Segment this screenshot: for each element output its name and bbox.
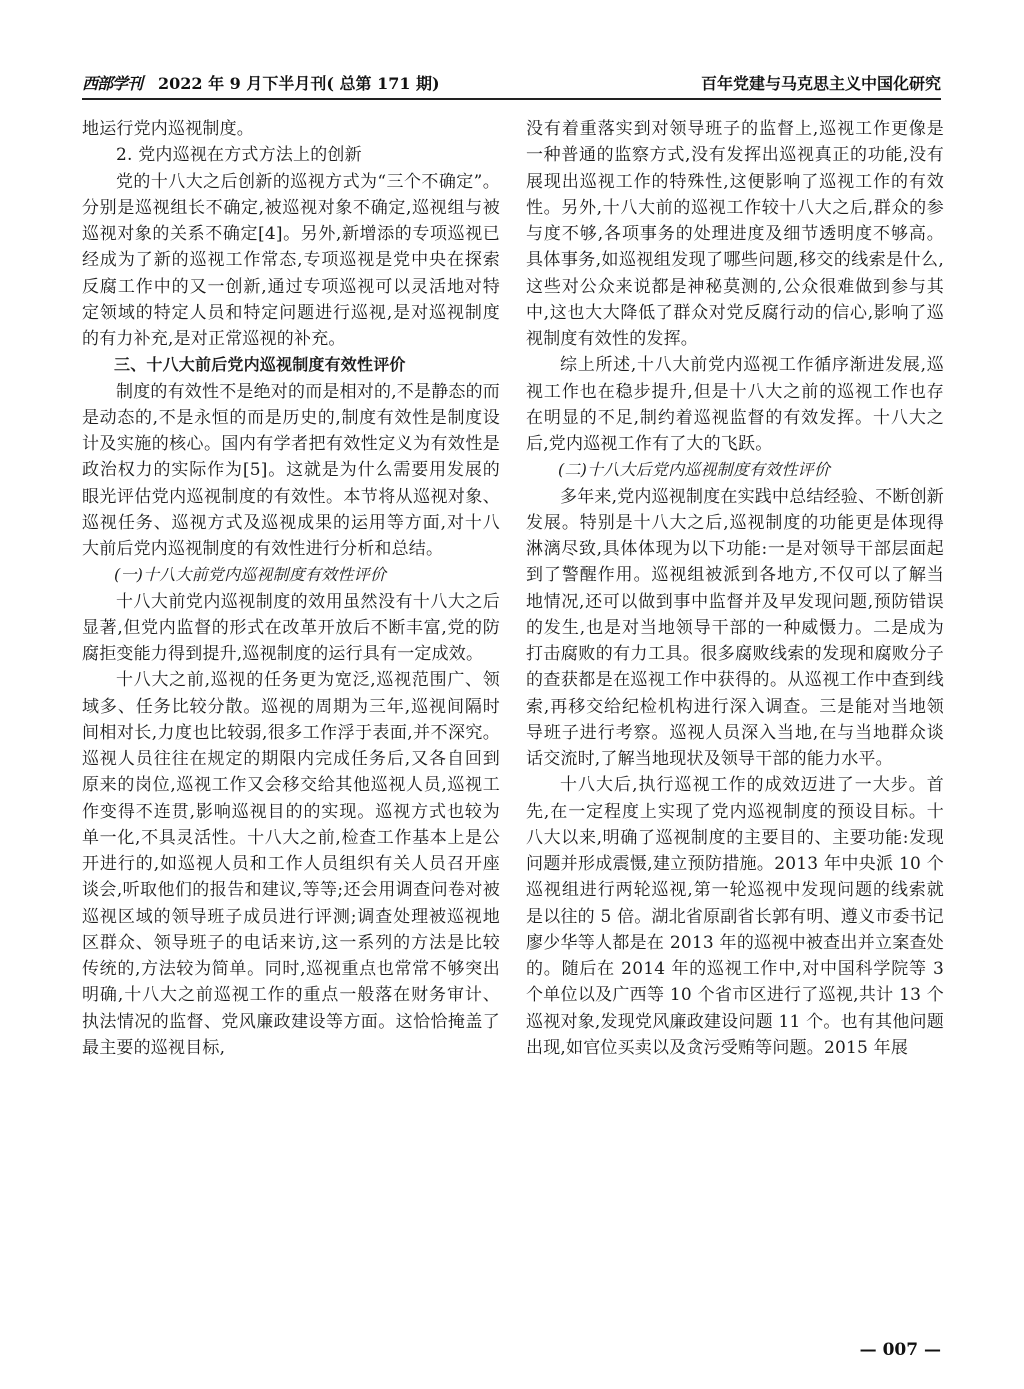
- running-header: [82, 66, 941, 96]
- subheading: 2. 党内巡视在方式方法上的创新: [116, 145, 362, 166]
- header-rule: [82, 98, 941, 100]
- paragraph: 十八大前党内巡视制度的效用虽然没有十八大之后显著,但党内监督的形式在改革开放后不断丰富,党的防腐拒变能力得到提升,巡视制度的运行具有一定成效。: [82, 591, 500, 664]
- paragraph: 综上所述,十八大前党内巡视工作循序渐进发展,巡视工作也在稳步提升,但是十八大之前的巡视工作也存在明显的不足,制约着巡视监督的有效发挥。十八大之后,党内巡视工作有了大的飞跃。: [526, 355, 944, 454]
- paragraph: 没有着重落实到对领导班子的监督上,巡视工作更像是一种普通的监察方式,没有发挥出巡视真正的功能,没有展现出巡视工作的特殊性,这便影响了巡视工作的有效性。另外,十八大前的巡视工作较十八大之后,群众的参与度不够,各项事务的处理进度及细节透明度不够高。具体事务,如巡视组发现了哪些问题,移交的线索是什么,这些对公众来说都是神秘莫测的,公众很难做到参与其中,这也大大降低了群众对党反腐行动的信心,影响了巡视制度有效性的发挥。: [526, 119, 944, 349]
- subsection-heading: (二)十八大后党内巡视制度有效性评价: [558, 460, 831, 480]
- paragraph: 十八大后,执行巡视工作的成效迈进了一大步。首先,在一定程度上实现了党内巡视制度的预设目标。十八大以来,明确了巡视制度的主要目的、主要功能:发现问题并形成震慑,建立预防措施。2013 年中央派 10 个巡视组进行两轮巡视,第一轮巡视中发现问题的线索就是以往的 5 倍。湖北省原副省长郭有明、遵义市委书记廖少华等人都是在 2013 年的巡视中被查出并立案查处的。随后在 2014 年的巡视工作中,对中国科学院等 3 个单位以及广西等 10 个省市区进行了巡视,共计 13 个巡视对象,发现党风廉政建设问题 11 个。也有其他问题出现,如官位买卖以及贪污受贿等问题。2015 年展: [526, 775, 944, 1058]
- section-title: 百年党建与马克思主义中国化研究: [700, 74, 941, 93]
- paragraph: 制度的有效性不是绝对的而是相对的,不是静态的而是动态的,不是永恒的而是历史的,制度有效性是制度设计及实施的核心。国内有学者把有效性定义为有效性是政治权力的实际作为[5]。这就是为什么需要用发展的眼光评估党内巡视制度的有效性。本节将从巡视对象、巡视任务、巡视方式及巡视成果的运用等方面,对十八大前后党内巡视制度的有效性进行分析和总结。: [82, 381, 501, 559]
- left-column: [82, 116, 500, 1061]
- issue-info: 2022 年 9 月下半月刊( 总第 171 期): [158, 74, 440, 93]
- right-column: [526, 116, 944, 1061]
- paragraph: 多年来,党内巡视制度在实践中总结经验、不断创新发展。特别是十八大之后,巡视制度的功能更是体现得淋漓尽致,具体体现为以下功能:一是对领导干部层面起到了警醒作用。巡视组被派到各地方,不仅可以了解当地情况,还可以做到事中监督并及早发现问题,预防错误的发生,也是对当地领导干部的一种威慑力。二是成为打击腐败的有力工具。很多腐败线索的发现和腐败分子的查获都是在巡视工作中获得的。从巡视工作中查到线索,再移交给纪检机构进行深入调查。三是能对当地领导班子进行考察。巡视人员深入当地,在与当地群众谈话交流时,了解当地现状及领导干部的能力水平。: [526, 486, 945, 769]
- section-heading: 三、十八大前后党内巡视制度有效性评价: [114, 355, 406, 375]
- paragraph: 地运行党内巡视制度。: [82, 119, 254, 139]
- paragraph: 十八大之前,巡视的任务更为宽泛,巡视范围广、领域多、任务比较分散。巡视的周期为三年,巡视间隔时间相对长,力度也比较弱,很多工作浮于表面,并不深究。巡视人员往往在规定的期限内完成任务后,又各自回到原来的岗位,巡视工作又会移交给其他巡视人员,巡视工作变得不连贯,影响巡视目的的实现。巡视方式也较为单一化,不具灵活性。十八大之前,检查工作基本上是公开进行的,如巡视人员和工作人员组织有关人员召开座谈会,听取他们的报告和建议,等等;还会用调查问卷对被巡视区域的领导班子成员进行评测;调查处理被巡视地区群众、领导班子的电话来访,这一系列的方法是比较传统的,方法较为简单。同时,巡视重点也常常不够突出明确,十八大之前巡视工作的重点一般落在财务审计、执法情况的监督、党风廉政建设等方面。这恰恰掩盖了最主要的巡视目标,: [82, 670, 500, 1058]
- paragraph: 党的十八大之后创新的巡视方式为“三个不确定”。分别是巡视组长不确定,被巡视对象不确定,巡视组与被巡视对象的关系不确定[4]。另外,新增添的专项巡视已经成为了新的巡视工作常态,专项巡视是党中央在探索反腐工作中的又一创新,通过专项巡视可以灵活地对特定领域的特定人员和特定问题进行巡视,是对巡视制度的有力补充,是对正常巡视的补充。: [82, 171, 500, 349]
- page-number: — 007 —: [859, 1340, 941, 1360]
- journal-logo: 西部学刊: [82, 74, 143, 93]
- subsection-heading: (一)十八大前党内巡视制度有效性评价: [114, 565, 387, 585]
